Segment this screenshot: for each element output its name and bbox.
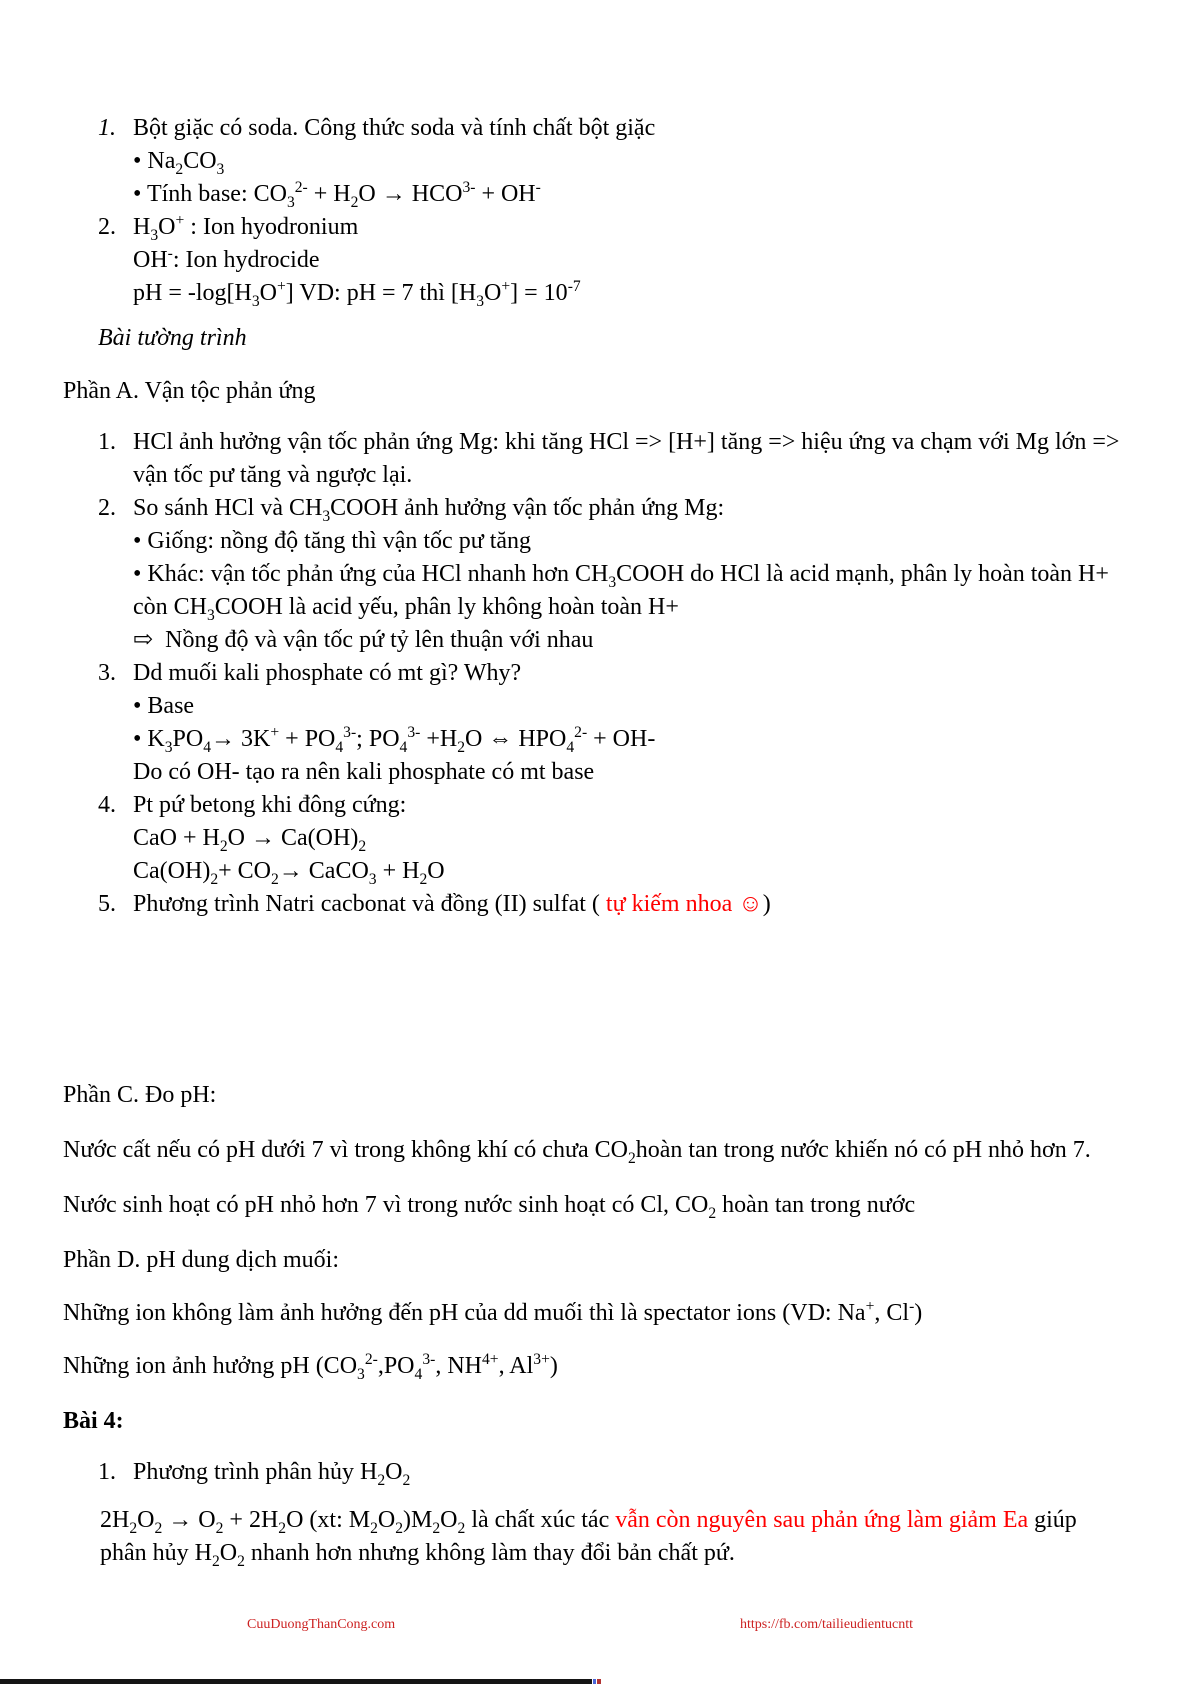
paragraph-spectator-ions: Những ion không làm ảnh hưởng đến pH của dd muối thì là spectator ions (VD: Na+, Cl-) (63, 1298, 923, 1326)
item-text-suffix: ) (762, 891, 771, 917)
item-body (133, 492, 1128, 657)
bottom-scan-bar (0, 1679, 592, 1684)
bullet-line: • Khác: vận tốc phản ứng của HCl nhanh hơn $CH_3COOH$ do HCl là acid mạnh, phân ly hoàn toàn H+ còn $CH_3COOH$ là acid yếu, phân ly không hoàn toàn H+ (133, 561, 1109, 624)
equation-prefix: $2H_2O_2 \to O_2 + 2H_2O$ (xt: $M_2O_2)M_2O_2$ là chất xúc tác (100, 1507, 616, 1537)
section-heading-part-d: Phần D. pH dung dịch muối: (63, 1247, 339, 1273)
paragraph-tap-water: Nước sinh hoạt có pH nhỏ hơn 7 vì trong nước sinh hoạt có Cl, $CO_2$ hoàn tan trong nước (63, 1192, 916, 1222)
item-body (133, 888, 1128, 921)
equation-line: • $K_3PO_4\to 3K^+ + PO_4^{3-}$; $PO_4^{3-} +H_2O$ ⇔ $HPO_4^{2-} + OH-$ (133, 724, 656, 756)
footer-link-facebook[interactable]: https://fb.com/tailieudientucntt (740, 1617, 914, 1632)
bullet-line: • $Na_2CO_3$ (133, 148, 225, 178)
red-note: vẫn còn nguyên sau phản ứng làm giảm Ea (615, 1507, 1029, 1533)
item-body (133, 426, 1128, 492)
item-text: Do có OH- tạo ra nên kali phosphate có mt base (133, 759, 595, 785)
item-marker: 1. (98, 1459, 116, 1485)
item-body (133, 1456, 1128, 1489)
item-text: Pt pứ betong khi đông cứng: (133, 792, 407, 818)
list-item (63, 789, 1128, 888)
list-item (63, 211, 1128, 310)
equation-line: CaO + $H_2O \to Ca(OH)_2$ (133, 825, 367, 855)
item-text-prefix: Phương trình Natri cacbonat và đồng (II) sulfat ( (133, 891, 606, 917)
item-text: Dd muối kali phosphate có mt gì? Why? (133, 660, 522, 686)
list-item (63, 492, 1128, 657)
arrow-conclusion-line: ⇨ Nồng độ và vận tốc pứ tỷ lên thuận với nhau (133, 627, 594, 653)
item-marker: 2. (98, 214, 116, 240)
item-marker: 1. (98, 429, 116, 455)
list-item (63, 112, 1128, 211)
item-text: Bột giặc có soda. Công thức soda và tính chất bột giặc (133, 115, 656, 141)
list-item (63, 426, 1128, 492)
page-edge-artifact (593, 1679, 601, 1684)
item-body (133, 789, 1128, 888)
equation-line: pH = $-\log[H_3O^+]$ VD: pH = 7 thì $[H_3O^+] = 10^{-7}$ (133, 278, 581, 310)
equation-suffix: giúp phân hủy $H_2O_2$ nhanh hơn nhưng không làm thay đổi bản chất pứ. (100, 1507, 1077, 1570)
item-text: OH-: Ion hydrocide (133, 245, 320, 273)
item-text: So sánh HCl và $CH_3COOH$ ảnh hưởng vận tốc phản ứng Mg: (133, 495, 725, 525)
item-marker: 5. (98, 891, 116, 917)
exercise-heading: Bài 4: (63, 1408, 124, 1434)
equation-line: • Tính base: $CO_3^{2-} + H_2O \to HCO^{3-} + OH^-$ (133, 179, 541, 211)
item-text (133, 888, 1128, 921)
item-body (133, 657, 1128, 789)
red-note: tự kiếm nhoa ☺ (605, 891, 763, 917)
footer-link-cuuduongthancong[interactable]: CuuDuongThanCong.com (247, 1617, 396, 1632)
intro-list (63, 112, 1128, 310)
item-marker: 4. (98, 792, 116, 818)
item-text: $H_3O^+$ : Ion hyodronium (133, 212, 359, 244)
paragraph-distilled-water: Nước cất nếu có pH dưới 7 vì trong không khí có chưa $CO_2hoàn$ tan trong nước khiến nó có pH nhỏ hơn 7. (63, 1137, 1091, 1167)
section-heading-part-c: Phần C. Đo pH: (63, 1082, 217, 1108)
bullet-line: • Base (133, 693, 195, 719)
list-item (63, 657, 1128, 789)
item-marker: 3. (98, 660, 116, 686)
paragraph-active-ions: Những ion ảnh hưởng pH ($CO_3^{2-},PO_4^{3-}$, $NH^{4+}$, $Al^{3+}$) (63, 1351, 558, 1383)
list-item (63, 1456, 1128, 1489)
section-heading-part-a: Phần A. Vận tộc phản ứng (63, 378, 316, 404)
item-text: HCl ảnh hưởng vận tốc phản ứng Mg: khi tăng HCl => [H+] tăng => hiệu ứng va chạm với Mg lớn => vận tốc pư tăng và ngược lại. (133, 429, 1120, 488)
equation-line: $Ca(OH)_2+ CO_2\to$ CaCO$_3$ + $H_2O$ (133, 858, 445, 888)
list-item (63, 888, 1128, 921)
equation-paragraph (100, 1504, 1128, 1570)
report-title: Bài tường trình (98, 325, 247, 351)
item-body (133, 112, 1128, 211)
item-marker: 2. (98, 495, 116, 521)
item-body (133, 211, 1128, 310)
item-text: Phương trình phân hủy $H_2O_2$ (133, 1459, 411, 1489)
bullet-line: • Giống: nồng độ tăng thì vận tốc pư tăng (133, 528, 532, 554)
part-a-list (63, 426, 1128, 921)
item-marker: 1. (98, 115, 116, 141)
